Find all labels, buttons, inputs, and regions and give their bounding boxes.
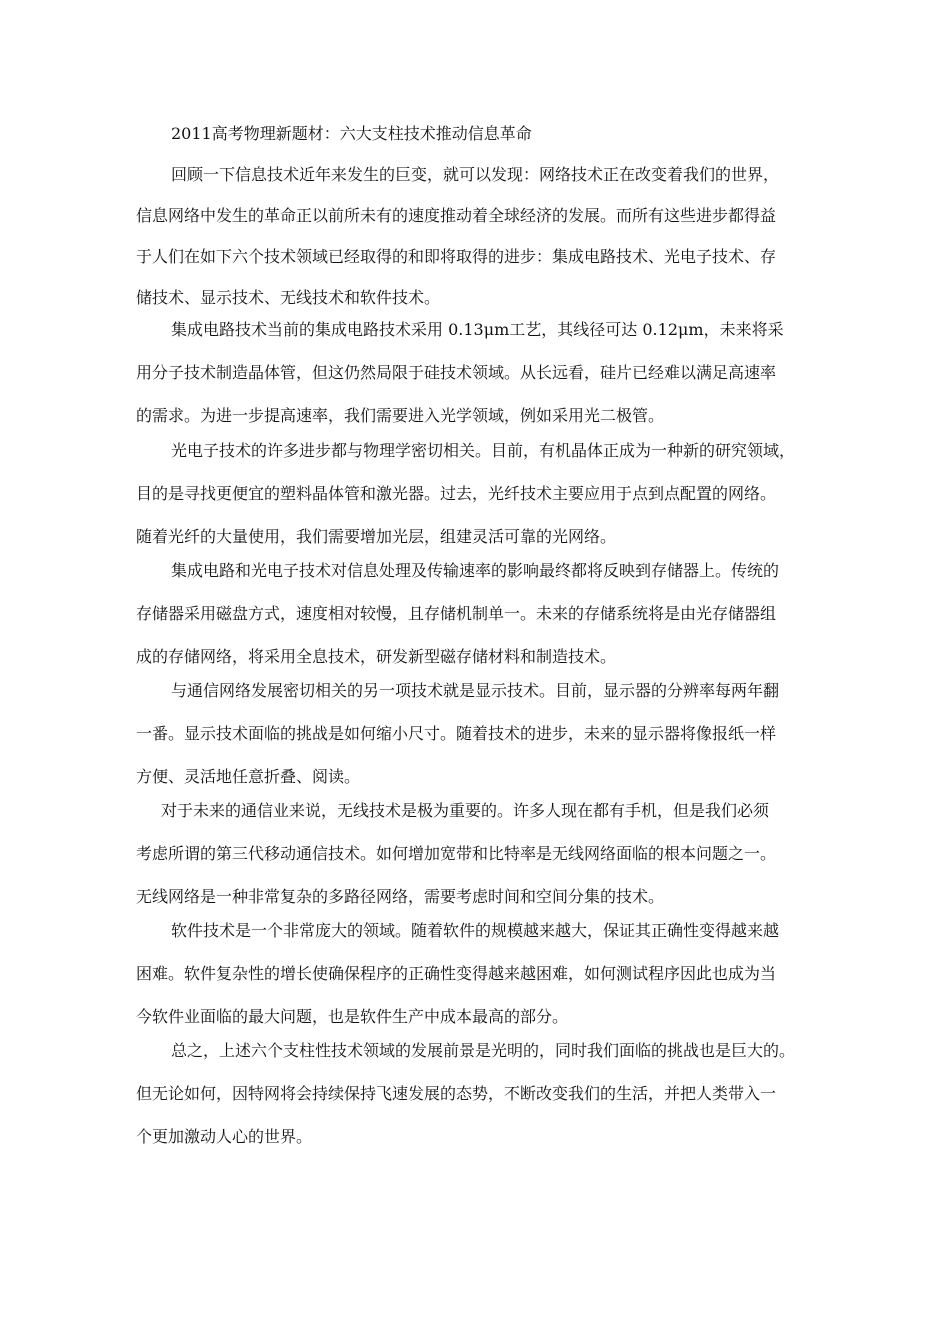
paragraph-line: 个更加激动人心的世界。 xyxy=(136,1127,313,1146)
paragraph-line: 集成电路和光电子技术对信息处理及传输速率的影响最终都将反映到存储器上。传统的 xyxy=(171,561,780,580)
paragraph-line: 储技术、显示技术、无线技术和软件技术。 xyxy=(136,288,441,307)
paragraph-line: 总之，上述六个支柱性技术领域的发展前景是光明的，同时我们面临的挑战也是巨大的。 xyxy=(171,1041,796,1060)
paragraph-line: 光电子技术的许多进步都与物理学密切相关。目前，有机晶体正成为一种新的研究领域， xyxy=(171,441,796,460)
paragraph-line: 一番。显示技术面临的挑战是如何缩小尺寸。随着技术的进步，未来的显示器将像报纸一样 xyxy=(136,724,777,743)
paragraph-line: 方便、灵活地任意折叠、阅读。 xyxy=(136,767,361,786)
paragraph-line: 存储器采用磁盘方式，速度相对较慢，且存储机制单一。未来的存储系统将是由光存储器组 xyxy=(136,604,777,623)
paragraph-line: 困难。软件复杂性的增长使确保程序的正确性变得越来越困难，如何测试程序因此也成为当 xyxy=(136,964,777,983)
paragraph-line: 用分子技术制造晶体管，但这仍然局限于硅技术领域。从长远看，硅片已经难以满足高速率 xyxy=(136,363,777,382)
paragraph-line: 今软件业面临的最大问题，也是软件生产中成本最高的部分。 xyxy=(136,1007,569,1026)
document-title: 2011高考物理新题材：六大支柱技术推动信息革命 xyxy=(171,124,532,143)
paragraph-line: 与通信网络发展密切相关的另一项技术就是显示技术。目前，显示器的分辨率每两年翻 xyxy=(171,681,780,700)
paragraph-line: 软件技术是一个非常庞大的领域。随着软件的规模越来越大，保证其正确性变得越来越 xyxy=(171,921,780,940)
paragraph-line: 但无论如何，因特网将会持续保持飞速发展的态势，不断改变我们的生活，并把人类带入一 xyxy=(136,1084,777,1103)
paragraph-line: 随着光纤的大量使用，我们需要增加光层，组建灵活可靠的光网络。 xyxy=(136,527,617,546)
paragraph-line: 于人们在如下六个技术领域已经取得的和即将取得的进步：集成电路技术、光电子技术、存 xyxy=(136,247,777,266)
paragraph-line: 成的存储网络，将采用全息技术，研发新型磁存储材料和制造技术。 xyxy=(136,647,617,666)
paragraph-line: 回顾一下信息技术近年来发生的巨变，就可以发现：网络技术正在改变着我们的世界， xyxy=(171,165,780,184)
paragraph-line: 集成电路技术当前的集成电路技术采用 0.13μm工艺，其线径可达 0.12μm，未来将采 xyxy=(171,320,784,339)
paragraph-line: 无线网络是一种非常复杂的多路径网络，需要考虑时间和空间分集的技术。 xyxy=(136,887,665,906)
paragraph-line: 对于未来的通信业来说，无线技术是极为重要的。许多人现在都有手机，但是我们必须 xyxy=(161,801,770,820)
paragraph-line: 信息网络中发生的革命正以前所未有的速度推动着全球经济的发展。而所有这些进步都得益 xyxy=(136,206,777,225)
paragraph-line: 目的是寻找更便宜的塑料晶体管和激光器。过去，光纤技术主要应用于点到点配置的网络。 xyxy=(136,484,777,503)
paragraph-line: 的需求。为进一步提高速率，我们需要进入光学领域，例如采用光二极管。 xyxy=(136,406,665,425)
paragraph-line: 考虑所谓的第三代移动通信技术。如何增加宽带和比特率是无线网络面临的根本问题之一。 xyxy=(136,844,777,863)
